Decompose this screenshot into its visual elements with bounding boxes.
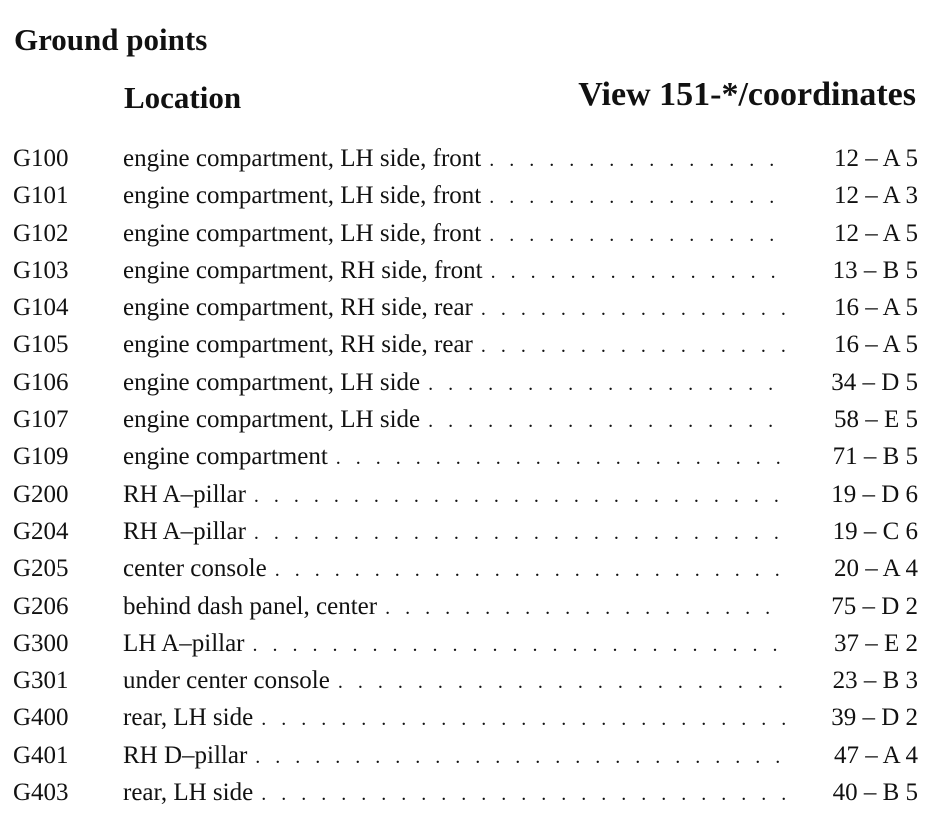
location-text: LH A–pillar <box>123 629 245 657</box>
dot-leader <box>261 778 785 810</box>
ground-point-code: G300 <box>13 629 69 657</box>
dot-leader <box>275 554 785 586</box>
list-item <box>0 143 940 180</box>
dot-leader <box>255 741 785 773</box>
dot-leader <box>489 181 785 213</box>
list-item <box>0 329 940 366</box>
location-cell <box>123 628 785 661</box>
view-coordinate: 34 – D 5 <box>831 368 918 396</box>
view-coordinate: 39 – D 2 <box>831 704 918 732</box>
ground-point-code: G206 <box>13 592 69 620</box>
dot-leader <box>489 144 785 176</box>
view-coordinate: 40 – B 5 <box>832 779 918 807</box>
location-cell <box>123 292 785 325</box>
dot-leader <box>338 666 785 698</box>
location-cell <box>123 777 785 810</box>
page-title: Ground points <box>14 22 208 57</box>
location-text: RH D–pillar <box>123 741 248 769</box>
location-cell <box>123 479 785 512</box>
location-cell <box>123 329 785 362</box>
list-item <box>0 665 940 702</box>
location-text: engine compartment, RH side, rear <box>123 294 473 322</box>
location-cell <box>123 591 785 624</box>
dot-leader <box>385 592 785 624</box>
location-text: engine compartment <box>123 443 328 471</box>
list-item <box>0 777 940 814</box>
view-coordinate: 20 – A 4 <box>833 555 918 583</box>
list-item <box>0 702 940 739</box>
location-text: RH A–pillar <box>123 517 246 545</box>
ground-point-code: G106 <box>13 368 69 396</box>
list-item <box>0 218 940 255</box>
dot-leader <box>428 368 785 400</box>
view-coordinate: 12 – A 3 <box>833 182 918 210</box>
list-item <box>0 404 940 441</box>
column-header-view-coordinates: View 151-*/coordinates <box>578 76 916 113</box>
column-header-location: Location <box>124 80 242 115</box>
ground-point-code: G107 <box>13 406 69 434</box>
view-coordinate: 58 – E 5 <box>833 406 918 434</box>
location-cell <box>123 665 785 698</box>
view-coordinate: 47 – A 4 <box>833 741 918 769</box>
view-coordinate: 16 – A 5 <box>833 294 918 322</box>
ground-point-code: G204 <box>13 517 69 545</box>
location-cell <box>123 218 785 251</box>
location-text: behind dash panel, center <box>123 592 378 620</box>
list-item <box>0 180 940 217</box>
list-item <box>0 628 940 665</box>
location-cell <box>123 180 785 213</box>
view-coordinate: 19 – D 6 <box>831 480 918 508</box>
list-item <box>0 516 940 553</box>
location-text: RH A–pillar <box>123 480 246 508</box>
list-item <box>0 292 940 329</box>
ground-point-code: G400 <box>13 704 69 732</box>
dot-leader <box>428 405 785 437</box>
view-coordinate: 37 – E 2 <box>833 629 918 657</box>
ground-point-code: G109 <box>13 443 69 471</box>
view-coordinate: 16 – A 5 <box>833 331 918 359</box>
ground-point-code: G104 <box>13 294 69 322</box>
dot-leader <box>261 703 785 735</box>
view-coordinate: 19 – C 6 <box>832 517 918 545</box>
location-cell <box>123 441 785 474</box>
location-text: engine compartment, RH side, front <box>123 256 483 284</box>
ground-point-code: G102 <box>13 219 69 247</box>
location-cell <box>123 404 785 437</box>
view-coordinate: 23 – B 3 <box>832 667 918 695</box>
dot-leader <box>253 629 785 661</box>
list-item <box>0 255 940 292</box>
ground-points-list <box>0 143 940 814</box>
list-item <box>0 479 940 516</box>
view-coordinate: 12 – A 5 <box>833 219 918 247</box>
dot-leader <box>491 256 785 288</box>
dot-leader <box>254 517 785 549</box>
location-text: under center console <box>123 667 330 695</box>
list-item <box>0 553 940 590</box>
location-cell <box>123 702 785 735</box>
list-item <box>0 367 940 404</box>
ground-point-code: G403 <box>13 779 69 807</box>
ground-point-code: G301 <box>13 667 69 695</box>
ground-point-code: G200 <box>13 480 69 508</box>
location-text: center console <box>123 555 267 583</box>
location-text: engine compartment, LH side <box>123 368 421 396</box>
dot-leader <box>336 442 785 474</box>
ground-point-code: G105 <box>13 331 69 359</box>
view-coordinate: 71 – B 5 <box>832 443 918 471</box>
ground-point-code: G100 <box>13 145 69 172</box>
ground-point-code: G101 <box>13 182 69 210</box>
view-coordinate: 75 – D 2 <box>831 592 918 620</box>
list-item <box>0 740 940 777</box>
location-cell <box>123 255 785 288</box>
ground-point-code: G205 <box>13 555 69 583</box>
location-cell <box>123 367 785 400</box>
location-cell <box>123 740 785 773</box>
location-text: engine compartment, LH side, front <box>123 182 482 210</box>
view-coordinate: 12 – A 5 <box>833 145 918 172</box>
dot-leader <box>481 293 785 325</box>
location-text: engine compartment, RH side, rear <box>123 331 473 359</box>
view-coordinate: 13 – B 5 <box>832 256 918 284</box>
location-text: rear, LH side <box>123 779 254 807</box>
location-cell <box>123 516 785 549</box>
list-item <box>0 441 940 478</box>
location-text: rear, LH side <box>123 704 254 732</box>
location-text: engine compartment, LH side <box>123 406 421 434</box>
dot-leader <box>481 330 785 362</box>
location-text: engine compartment, LH side, front <box>123 219 482 247</box>
location-cell <box>123 553 785 586</box>
dot-leader <box>489 219 785 251</box>
location-cell <box>123 143 785 176</box>
ground-point-code: G103 <box>13 256 69 284</box>
location-text: engine compartment, LH side, front <box>123 145 482 172</box>
list-item <box>0 591 940 628</box>
ground-point-code: G401 <box>13 741 69 769</box>
dot-leader <box>254 480 785 512</box>
